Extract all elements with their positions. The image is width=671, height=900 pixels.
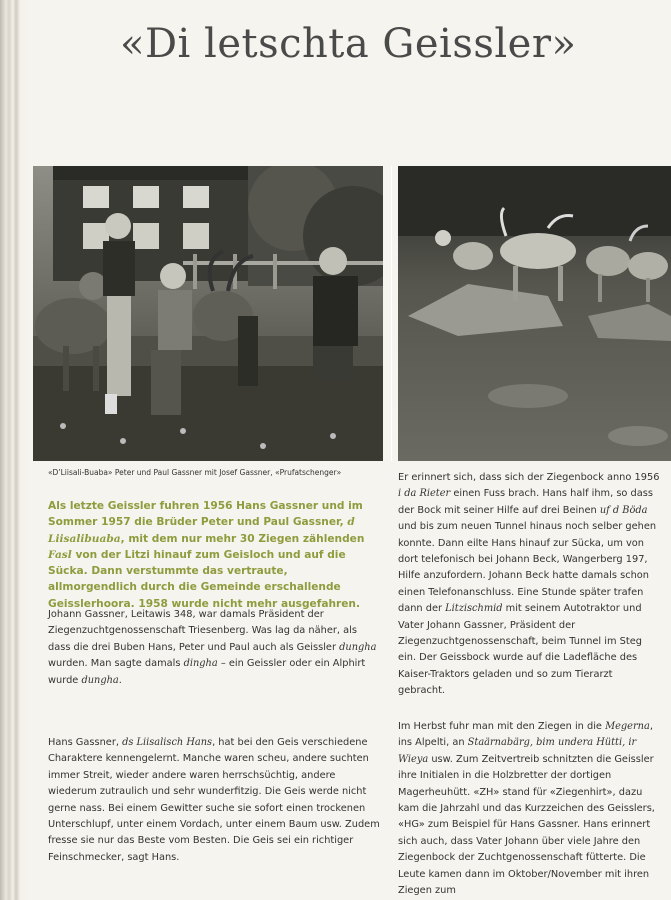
left-paragraph-1 — [48, 607, 380, 689]
page-binding-edge — [0, 0, 30, 900]
text: und bis zum neuen Tunnel hinaus noch selber gehen konnte. Dann eilte Hans hinauf zur Sücka, um von dort telefonisch bei Johann Beck, Wangerberg 197, Hilfe anzufordern. Johann Beck hatte damals schon einen Telefonanschluss. Eine Stunde später trafen dann der — [398, 521, 657, 615]
photo-boys-with-goats-image — [33, 166, 383, 461]
lead-dialect-2: Fasl — [48, 548, 72, 561]
photo-boys-with-goats — [33, 166, 383, 461]
dialect-word: dungha — [339, 641, 377, 653]
lead-dialect-1: d Liisalibuaba — [48, 516, 355, 545]
text: usw. Zum Zeitvertreib schnitzten die Geissler ihre Initialen in die Holzbretter der dortigen Magerheuhütt. «ZH» stand für «Ziegenhirt», dazu kam die Jahrzahl und das Kurzzeichen des Geisslers, «HG» zum Beispiel für Hans Gassner. Hans erinnert sich auch, dass Vater Johann über viele Jahre den Ziegenbock der Zuchtgenossenschaft fütterte. Die Leute kamen dann im Oktober/November mit ihren Ziegen zum — [398, 753, 655, 897]
text: Johann Gassner, Leitawis 348, war damals Präsident der Ziegenzuchtgenossenschaft Triesenberg. Was lag da näher, als dass die drei Buben Hans, Peter und Paul auch als Geissler — [48, 609, 357, 653]
text: einen Fuss brach. Hans half ihm, so dass der Bock mit seiner Hilfe auf drei Beinen — [398, 488, 653, 516]
text: Er erinnert sich, dass sich der Ziegenbock anno 1956 — [398, 472, 660, 483]
text: , ins Alpelti, an — [398, 721, 653, 749]
photo-caption: «D’Liisali-Buaba» Peter und Paul Gassner mit Josef Gassner, «Prufatschenger» — [48, 468, 342, 477]
dialect-word: Litzischmid — [445, 603, 503, 615]
right-paragraph-2 — [398, 719, 662, 899]
text: Im Herbst fuhr man mit den Ziegen in die — [398, 721, 606, 732]
lead-text-2: , mit dem nur mehr 30 Ziegen zählenden — [120, 532, 365, 545]
text: , hat bei den Geis verschiedene Charaktere kennengelernt. Manche waren scheu, andere suchten immer Streit, wieder andere waren herrschsüchtig, andere wiederum zutraulich und sehr wunderfitzig. Die Geis werde nicht gerne nass. Bei einem Gewitter suche sie sofort einen trockenen Unterschlupf, unter einem Vordach, unter einem Baum usw. Zudem fresse sie nur das Beste vom Besten. Die Geis sei ein richtiger Feinschmecker, sagt Hans. — [48, 737, 380, 863]
lead-text-1: Als letzte Geissler fuhren 1956 Hans Gassner und im Sommer 1957 die Brüder Peter und Paul Gassner, — [48, 500, 363, 529]
text: wurden. Man sagte damals — [48, 658, 184, 670]
dialect-word: uf d Böda — [599, 504, 648, 516]
text: – ein Geissler oder ein Alphirt wurde — [48, 658, 366, 686]
dialect-word: i da Rieter — [398, 488, 451, 500]
photo-gutter — [391, 166, 392, 461]
dialect-word: Staärnabärg, bim undera Hütti, ir Wieya — [398, 737, 637, 765]
right-paragraph-1 — [398, 470, 662, 700]
lead-paragraph — [48, 498, 378, 612]
text: Hans Gassner, — [48, 737, 123, 748]
photo-goat-herd — [398, 166, 671, 461]
left-paragraph-2 — [48, 735, 380, 866]
dialect-word: ds Liisalisch Hans — [122, 737, 213, 748]
photo-goat-herd-image — [398, 166, 671, 461]
dialect-word: dingha — [183, 658, 218, 670]
lead-text-3: von der Litzi hinauf zum Geisloch und auf die Sücka. Dann verstummte das vertraute, allmorgendlich durch die Gemeinde erschallende Geisslerhoora. 1958 wurde nicht mehr ausgefahren. — [48, 548, 360, 610]
page-title: «Di letschta Geissler» — [120, 21, 577, 67]
dialect-word: dungha — [81, 674, 119, 686]
text: . — [118, 674, 122, 686]
text: mit seinem Autotraktor und Vater Johann Gassner, Präsident der Ziegenzuchtgenossenschaft, beim Tunnel im Steg ein. Der Geissbock wurde auf die Ladefläche des Kaiser-Traktors geladen und so zum Tierarzt gebracht. — [398, 603, 642, 697]
dialect-word: Megerna — [605, 721, 650, 732]
